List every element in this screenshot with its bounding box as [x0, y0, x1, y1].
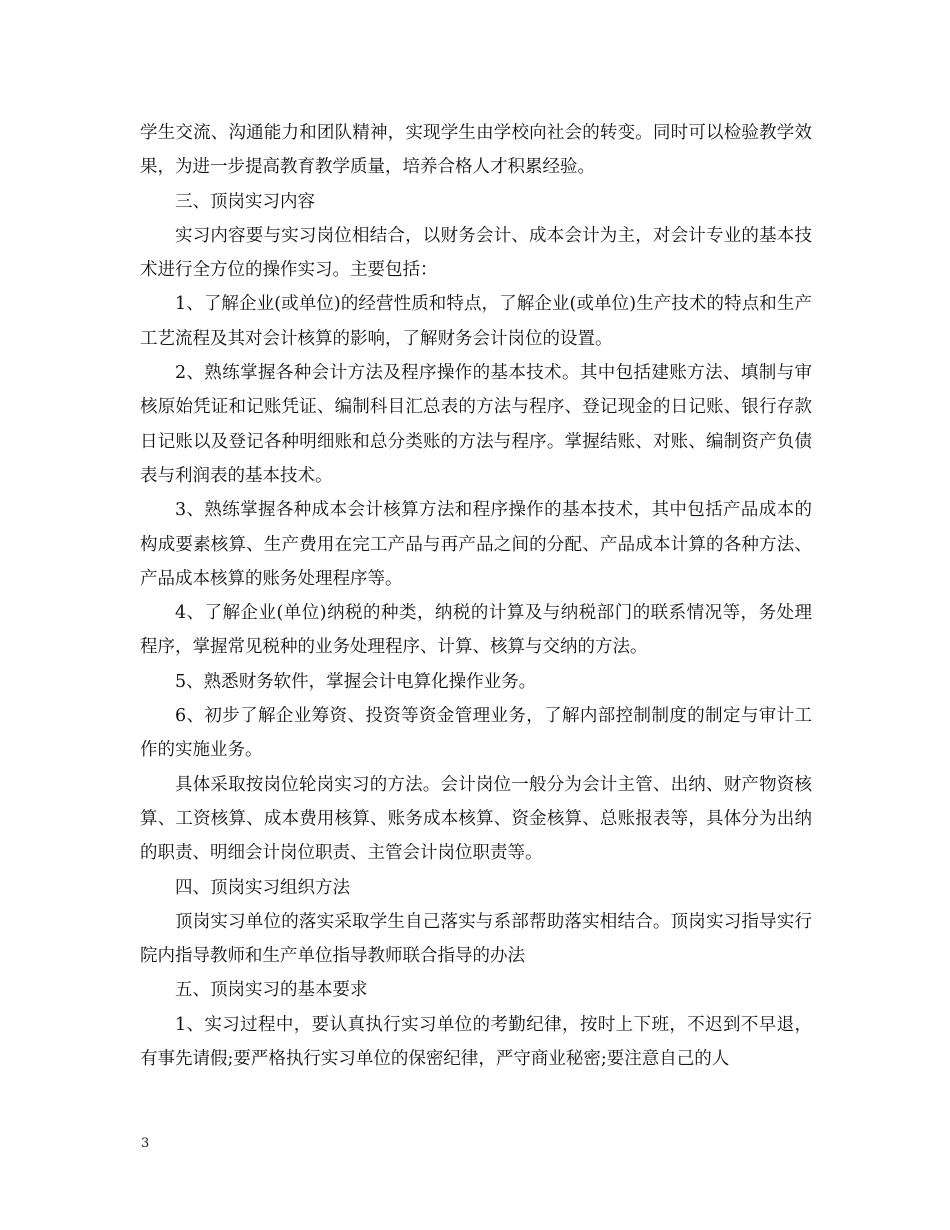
document-body [140, 116, 812, 1076]
paragraph: 具体采取按岗位轮岗实习的方法。会计岗位一般分为会计主管、出纳、财产物资核算、工资核算、成本费用核算、账务成本核算、资金核算、总账报表等，具体分为出纳的职责、明细会计岗位职责、主管会计岗位职责等。 [140, 774, 812, 864]
paragraph: 顶岗实习单位的落实采取学生自己落实与系部帮助落实相结合。顶岗实习指导实行院内指导教师和生产单位指导教师联合指导的办法 [140, 911, 812, 967]
section-heading: 四、顶岗实习组织方法 [175, 877, 350, 898]
list-item: 5、熟悉财务软件，掌握会计电算化操作业务。 [175, 671, 537, 692]
list-item: 3、熟练掌握各种成本会计核算方法和程序操作的基本技术，其中包括产品成本的构成要素核算、生产费用在完工产品与再产品之间的分配、产品成本计算的各种方法、产品成本核算的账务处理程序等。 [140, 500, 812, 589]
list-item: 1、了解企业(或单位)的经营性质和特点，了解企业(或单位)生产技术的特点和生产工艺流程及其对会计核算的影响，了解财务会计岗位的设置。 [140, 294, 812, 349]
paragraph: 实习内容要与实习岗位相结合，以财务会计、成本会计为主，对会计专业的基本技术进行全方位的操作实习。主要包括： [140, 225, 812, 281]
section-heading: 五、顶岗实习的基本要求 [175, 980, 368, 1001]
list-item: 1、实习过程中，要认真执行实习单位的考勤纪律，按时上下班，不迟到不早退，有事先请假;要严格执行实习单位的保密纪律，严守商业秘密;要注意自己的人 [140, 1014, 812, 1070]
list-item: 4、了解企业(单位)纳税的种类，纳税的计算及与纳税部门的联系情况等，务处理程序，掌握常见税种的业务处理程序、计算、核算与交纳的方法。 [140, 603, 812, 658]
list-item: 2、熟练掌握各种会计方法及程序操作的基本技术。其中包括建账方法、填制与审核原始凭证和记账凭证、编制科目汇总表的方法与程序、登记现金的日记账、银行存款日记账以及登记各种明细账和总分类账的方法与程序。掌握结账、对账、编制资产负债表与利润表的基本技术。 [140, 363, 812, 486]
list-item: 6、初步了解企业筹资、投资等资金管理业务，了解内部控制制度的制定与审计工作的实施业务。 [140, 706, 812, 761]
paragraph: 学生交流、沟通能力和团队精神，实现学生由学校向社会的转变。同时可以检验教学效果，为进一步提高教育教学质量，培养合格人才积累经验。 [140, 123, 812, 178]
section-heading: 三、顶岗实习内容 [175, 191, 315, 212]
page-number: 3 [141, 1136, 150, 1151]
